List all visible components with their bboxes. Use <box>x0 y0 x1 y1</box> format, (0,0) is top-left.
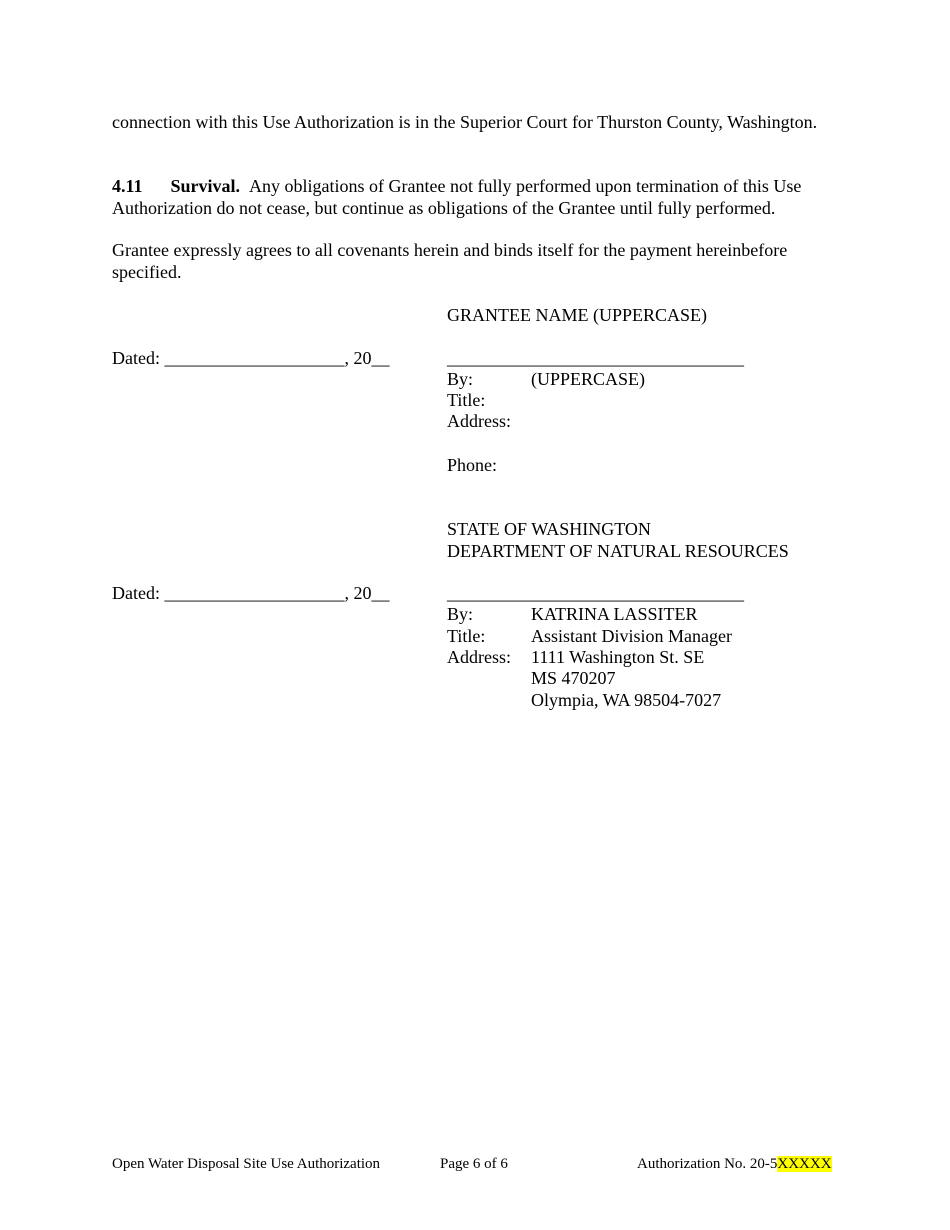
grantee-dated-line: Dated: ____________________, 20__ <box>112 348 390 368</box>
paragraph-survival <box>112 176 832 219</box>
footer-document-title: Open Water Disposal Site Use Authorization <box>112 1156 381 1172</box>
state-title-label: Title: <box>447 626 486 646</box>
state-org-line1: STATE OF WASHINGTON <box>447 519 651 539</box>
state-dated-line: Dated: ____________________, 20__ <box>112 583 390 603</box>
state-org-line2: DEPARTMENT OF NATURAL RESOURCES <box>447 541 789 561</box>
section-heading: Survival. <box>170 176 241 196</box>
grantee-phone-label: Phone: <box>447 455 498 475</box>
state-by-label: By: <box>447 604 474 624</box>
grantee-address-label: Address: <box>447 411 511 431</box>
footer-authorization-number <box>637 1156 832 1173</box>
section-body: Any obligations of Grantee not fully performed upon termination of this Use Authorization do not cease, but continue as obligations of the Grantee until fully performed. <box>112 176 802 218</box>
state-address-label: Address: <box>447 647 511 667</box>
state-title-value: Assistant Division Manager <box>531 626 732 646</box>
section-number: 4.11 <box>112 176 143 196</box>
grantee-name: GRANTEE NAME (UPPERCASE) <box>447 305 708 325</box>
paragraph-covenants: Grantee expressly agrees to all covenants herein and binds itself for the payment hereinbefore specified. <box>112 240 788 282</box>
authorization-number-placeholder: XXXXX <box>777 1156 832 1172</box>
grantee-by-value: (UPPERCASE) <box>531 369 646 389</box>
state-by-value: KATRINA LASSITER <box>531 604 698 624</box>
state-address-line3: Olympia, WA 98504-7027 <box>531 690 722 710</box>
grantee-title-label: Title: <box>447 390 486 410</box>
state-address-line2: MS 470207 <box>531 668 616 688</box>
paragraph-governing-law: connection with this Use Authorization is in the Superior Court for Thurston County, Washington. <box>112 112 818 132</box>
grantee-by-label: By: <box>447 369 474 389</box>
footer-page-number: Page 6 of 6 <box>440 1156 508 1172</box>
authorization-number-prefix: Authorization No. 20-5 <box>637 1156 778 1172</box>
state-signature-line: _________________________________ <box>447 583 744 603</box>
state-address-line1: 1111 Washington St. SE <box>531 647 705 667</box>
grantee-signature-line: _________________________________ <box>447 348 744 368</box>
